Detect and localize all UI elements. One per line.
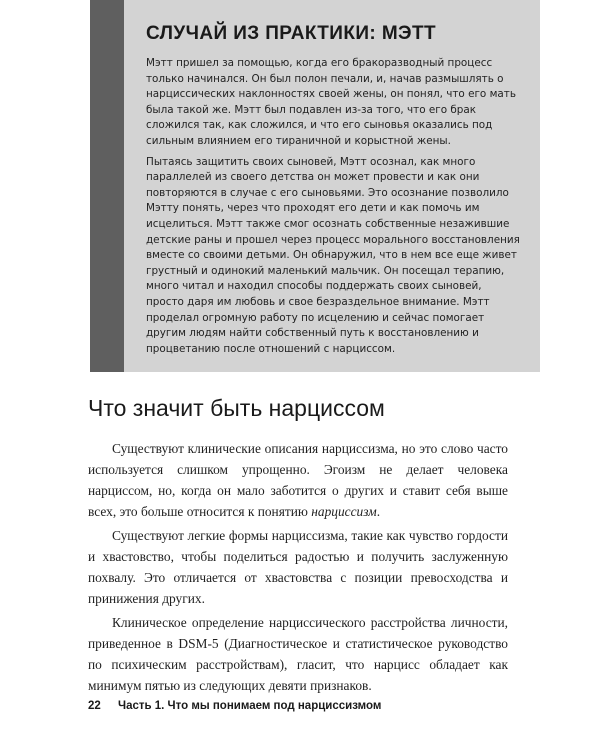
page-number: 22 (88, 700, 101, 712)
page-footer (88, 700, 381, 712)
emphasis-term: нарциссизм (311, 504, 377, 519)
section-title: Что значит быть нарциссом (88, 395, 385, 421)
case-study-paragraph: Мэтт пришел за помощью, когда его бракоразводный процесс только начинался. Он был полон печали, и, начав размышлять о нарциссических наклонностях своей жены, он понял, что его мать была такой же. Мэтт был подавлен из-за того, что его брак сложился так, как сложился, и что его сыновья оказались под сильным влиянием его тираничной и корыстной жены. (146, 57, 516, 147)
body-text (88, 438, 508, 699)
body-paragraph-text: Существуют клинические описания нарциссизма, но это слово часто используется слишком упрощенно. Эгоизм не делает человека нарциссом, но, когда он мало заботится о других и ставит себя выше всех, это больше относится к понятию (88, 441, 508, 519)
case-study-accent-bar (90, 0, 124, 372)
body-paragraph: Клиническое определение нарциссического расстройства личности, приведенное в DSM-5 (Диагностическое и статистическое руководство по психическим расстройствам), гласит, что нарцисс обладает как минимум пятью из следующих девяти признаков. (88, 615, 508, 693)
case-study-box (90, 0, 540, 372)
case-study-title: СЛУЧАЙ ИЗ ПРАКТИКИ: МЭТТ (146, 23, 436, 44)
body-paragraph: Существуют легкие формы нарциссизма, такие как чувство гордости и хвастовство, чтобы поделиться радостью и получить заслуженную похвалу. Это отличается от хвастовства с позиции превосходства и принижения других. (88, 528, 508, 606)
chapter-title: Часть 1. Что мы понимаем под нарциссизмом (118, 700, 382, 712)
case-study-paragraph: Пытаясь защитить своих сыновей, Мэтт осознал, как много параллелей из своего детства он может провести и как они повторяются в случае с его сыновьями. Это осознание позволило Мэтту понять, через что проходят его дети и как помочь им исцелиться. Мэтт также смог осознать собственные незажившие детские раны и прошел через процесс морального восстановления вместе со своими детьми. Он обнаружил, что в нем все еще живет грустный и одинокий маленький мальчик. Он посещал терапию, много читал и находил способы поддержать своих сыновей, просто даря им любовь и свое безраздельное внимание. Мэтт проделал огромную работу по исцелению и сейчас помогает другим людям найти собственный путь к восстановлению и процветанию после отношений с нарциссом. (146, 155, 520, 355)
body-paragraph-text: . (376, 504, 381, 519)
body-paragraph (88, 438, 508, 522)
